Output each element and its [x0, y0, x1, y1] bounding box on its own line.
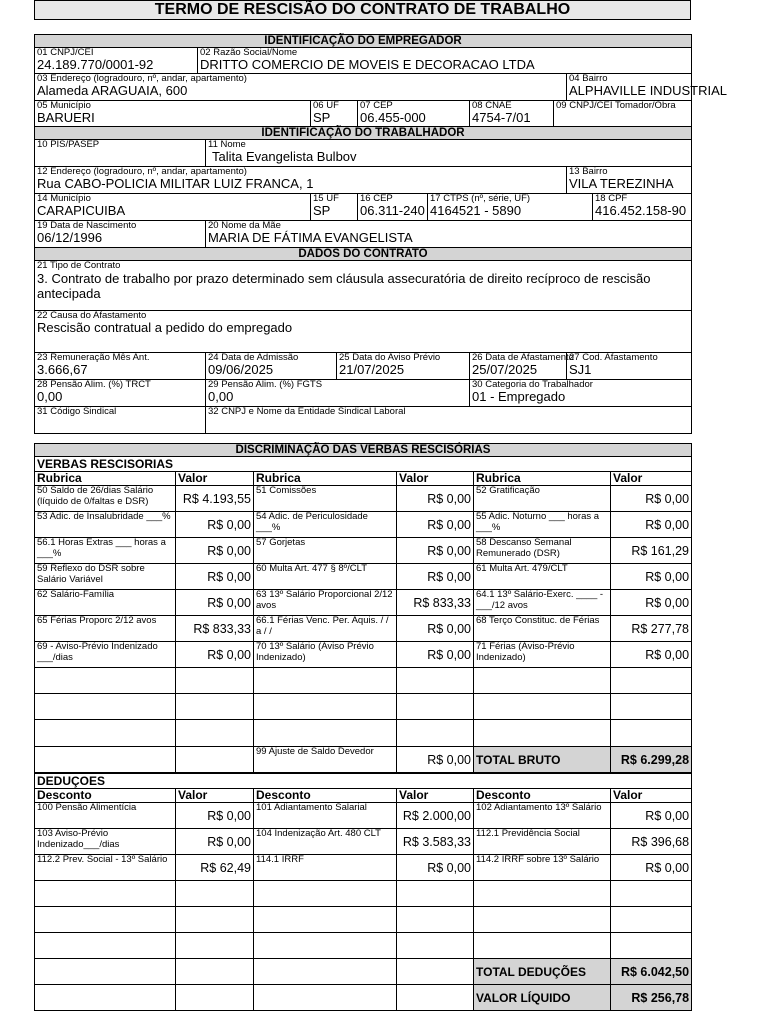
balance-adjust-value: R$ 0,00: [397, 747, 474, 773]
verbas-column-headers: Rubrica Valor Rubrica Valor Rubrica Valor: [35, 472, 692, 486]
worker-cpf-cell: 18 CPF 416.452.158-90: [593, 194, 692, 221]
rubrica-label: 54 Adic. de Periculosidade ___%: [254, 512, 397, 538]
worker-category: 01 - Empregado: [472, 389, 566, 404]
rubrica-value: R$ 0,00: [397, 855, 474, 881]
deducoes-table: [34, 773, 692, 1011]
table-row: [35, 564, 692, 590]
worker-name: Talita Evangelista Bulbov: [212, 149, 357, 164]
employer-name-cell: 02 Razão Social/Nome DRITTO COMERCIO DE MOVEIS E DECORACAO LTDA: [198, 48, 692, 74]
rubrica-label: 51 Comissões: [254, 486, 397, 512]
valor-liquido-label: VALOR LÍQUIDO: [474, 985, 611, 1011]
employer-cnae: 4754-7/01: [472, 110, 531, 125]
table-row: [35, 829, 692, 855]
verbas-heading: VERBAS RESCISORIAS: [35, 457, 692, 472]
table-row: [35, 855, 692, 881]
worker-address-cell: 12 Endereço (logradouro, nº, andar, apartamento) Rua CABO-POLICIA MILITAR LUIZ FRANCA, 1: [35, 167, 567, 194]
rubrica-value: R$ 0,00: [397, 616, 474, 642]
rubrica-value: R$ 0,00: [611, 564, 692, 590]
union-code-cell: 31 Código Sindical: [35, 407, 206, 434]
leave-date: 25/07/2025: [472, 362, 538, 377]
notice-date: 21/07/2025: [339, 362, 405, 377]
employer-uf: SP: [313, 110, 331, 125]
valor-liquido-value: R$ 256,78: [611, 985, 692, 1011]
rubrica-value: R$ 0,00: [176, 642, 254, 668]
employer-tomador-cell: 09 CNPJ/CEI Tomador/Obra: [554, 101, 692, 127]
employer-address-cell: 03 Endereço (logradouro, nº, andar, apartamento) Alameda ARAGUAIA, 600: [35, 74, 567, 101]
employer-district: ALPHAVILLE INDUSTRIAL: [569, 83, 727, 98]
rubrica-value: R$ 161,29: [611, 538, 692, 564]
worker-uf-cell: 15 UF SP: [311, 194, 358, 221]
worker-cep-cell: 16 CEP 06.311-240: [358, 194, 428, 221]
document-title: TERMO DE RESCISÃO DO CONTRATO DE TRABALHO: [154, 1, 571, 18]
employer-district-cell: 04 Bairro ALPHAVILLE INDUSTRIAL: [567, 74, 692, 101]
balance-adjust-label: 99 Ajuste de Saldo Devedor: [254, 747, 397, 773]
employer-cnae-cell: 08 CNAE 4754-7/01: [470, 101, 554, 127]
rubrica-value: R$ 3.583,33: [397, 829, 474, 855]
rubrica-value: R$ 0,00: [611, 855, 692, 881]
rubrica-value: R$ 833,33: [176, 616, 254, 642]
rubrica-label: 101 Adiantamento Salarial: [254, 803, 397, 829]
rubrica-label: 68 Terço Constituc. de Férias: [474, 616, 611, 642]
rubrica-value: R$ 4.193,55: [176, 486, 254, 512]
rubrica-label: 112.1 Previdência Social: [474, 829, 611, 855]
remuneration: 3.666,67: [37, 362, 88, 377]
worker-cep: 06.311-240: [360, 203, 425, 218]
rubrica-label: 66.1 Férias Venc. Per. Aquis. / / a / /: [254, 616, 397, 642]
table-row: [35, 803, 692, 829]
rubrica-value: R$ 0,00: [611, 642, 692, 668]
admission-date-cell: 24 Data de Admissão 09/06/2025: [206, 353, 337, 380]
worker-cpf: 416.452.158-90: [595, 203, 687, 218]
rubrica-value: R$ 0,00: [397, 538, 474, 564]
rubrica-value: R$ 0,00: [611, 803, 692, 829]
rubrica-label: 102 Adiantamento 13º Salário: [474, 803, 611, 829]
leave-date-cell: 26 Data de Afastamento 25/07/2025: [470, 353, 567, 380]
rubrica-value: R$ 0,00: [611, 590, 692, 616]
rubrica-value: R$ 277,78: [611, 616, 692, 642]
worker-name-cell: 11 Nome Talita Evangelista Bulbov: [206, 140, 692, 167]
document-title-box: [34, 0, 691, 20]
union-entity-cell: 32 CNPJ e Nome da Entidade Sindical Laboral: [206, 407, 692, 434]
deducoes-heading: DEDUÇOES: [35, 774, 692, 789]
rubrica-label: 100 Pensão Alimentícia: [35, 803, 176, 829]
employer-city: BARUERI: [37, 110, 95, 125]
worker-mother-cell: 20 Nome da Mãe MARIA DE FÁTIMA EVANGELISTA: [206, 221, 692, 248]
verbas-table: [34, 443, 692, 773]
rubrica-value: R$ 0,00: [611, 486, 692, 512]
worker-birthdate: 06/12/1996: [37, 230, 103, 245]
rubrica-value: R$ 0,00: [176, 829, 254, 855]
worker-category-cell: 30 Categoria do Trabalhador 01 - Empregado: [470, 380, 692, 407]
verbas-section-header: DISCRIMINAÇÃO DAS VERBAS RESCISÓRIAS: [35, 444, 692, 457]
contract-type: 3. Contrato de trabalho por prazo determinado sem cláusula assecuratória de direito recíproco de rescisão antecipada: [37, 271, 651, 301]
worker-uf: SP: [313, 203, 331, 218]
alimony-trct-cell: 28 Pensão Alim. (%) TRCT 0,00: [35, 380, 206, 407]
employer-city-cell: 05 Município BARUERI: [35, 101, 311, 127]
rubrica-label: 59 Reflexo do DSR sobre Salário Variável: [35, 564, 176, 590]
rubrica-value: R$ 0,00: [176, 590, 254, 616]
rubrica-label: 104 Indenização Art. 480 CLT: [254, 829, 397, 855]
notice-date-cell: 25 Data do Aviso Prévio 21/07/2025: [337, 353, 470, 380]
rubrica-label: 52 Gratificação: [474, 486, 611, 512]
employer-cep-cell: 07 CEP 06.455-000: [358, 101, 470, 127]
rubrica-value: R$ 396,68: [611, 829, 692, 855]
table-row: [35, 590, 692, 616]
worker-address: Rua CABO-POLICIA MILITAR LUIZ FRANCA, 1: [37, 176, 314, 191]
leave-code-cell: 27 Cod. Afastamento SJ1: [567, 353, 692, 380]
rubrica-label: 64.1 13º Salário-Exerc. ____ - ___/12 avos: [474, 590, 611, 616]
rubrica-value: R$ 0,00: [176, 803, 254, 829]
rubrica-label: 69 - Aviso-Prévio Indenizado ___/dias: [35, 642, 176, 668]
total-deducoes-label: TOTAL DEDUÇÕES: [474, 959, 611, 985]
rubrica-value: R$ 0,00: [397, 512, 474, 538]
worker-ctps-cell: 17 CTPS (nº, série, UF) 4164521 - 5890: [428, 194, 593, 221]
worker-birthdate-cell: 19 Data de Nascimento 06/12/1996: [35, 221, 206, 248]
worker-ctps: 4164521 - 5890: [430, 203, 522, 218]
worker-city-cell: 14 Município CARAPICUIBA: [35, 194, 311, 221]
rubrica-label: 114.2 IRRF sobre 13º Salário: [474, 855, 611, 881]
rubrica-label: 114.1 IRRF: [254, 855, 397, 881]
worker-district-cell: 13 Bairro VILA TEREZINHA: [567, 167, 692, 194]
employer-uf-cell: 06 UF SP: [311, 101, 358, 127]
rubrica-label: 60 Multa Art. 477 § 8º/CLT: [254, 564, 397, 590]
rubrica-label: 50 Saldo de 26/dias Salário (líquido de 0/faltas e DSR): [35, 486, 176, 512]
rubrica-value: R$ 62,49: [176, 855, 254, 881]
table-row: [35, 512, 692, 538]
contract-type-cell: 21 Tipo de Contrato 3. Contrato de trabalho por prazo determinado sem cláusula assecuratória de direito recíproco de rescisão antecipada: [35, 261, 692, 311]
rubrica-label: 63 13º Salário Proporcional 2/12 avos: [254, 590, 397, 616]
employer-cnpj: 24.189.770/0001-92: [37, 57, 154, 72]
rubrica-value: R$ 0,00: [397, 642, 474, 668]
termination-cause-cell: 22 Causa do Afastamento Rescisão contratual a pedido do empregado: [35, 311, 692, 353]
rubrica-label: 55 Adic. Noturno ___ horas a ___%: [474, 512, 611, 538]
rubrica-label: 57 Gorjetas: [254, 538, 397, 564]
employer-cep: 06.455-000: [360, 110, 426, 125]
rubrica-value: R$ 0,00: [176, 538, 254, 564]
termination-cause: Rescisão contratual a pedido do empregado: [37, 320, 293, 335]
worker-section-header: IDENTIFICAÇÃO DO TRABALHADOR: [35, 127, 692, 140]
rubrica-value: R$ 0,00: [611, 512, 692, 538]
deducoes-column-headers: Desconto Valor Desconto Valor Desconto Valor: [35, 789, 692, 803]
total-deducoes-value: R$ 6.042,50: [611, 959, 692, 985]
rubrica-value: R$ 2.000,00: [397, 803, 474, 829]
employer-name: DRITTO COMERCIO DE MOVEIS E DECORACAO LTDA: [200, 57, 535, 72]
table-row: [35, 616, 692, 642]
leave-code: SJ1: [569, 362, 592, 377]
rubrica-value: R$ 833,33: [397, 590, 474, 616]
total-bruto-value: R$ 6.299,28: [611, 747, 692, 773]
rubrica-value: R$ 0,00: [397, 564, 474, 590]
identification-table: [34, 34, 727, 434]
rubrica-label: 56.1 Horas Extras ___ horas a ___%: [35, 538, 176, 564]
rubrica-label: 112.2 Prev. Social - 13º Salário: [35, 855, 176, 881]
rubrica-label: 53 Adic. de Insalubridade ___%: [35, 512, 176, 538]
admission-date: 09/06/2025: [208, 362, 274, 377]
worker-mother-name: MARIA DE FÁTIMA EVANGELISTA: [208, 230, 413, 245]
rubrica-value: R$ 0,00: [397, 486, 474, 512]
rubrica-label: 71 Férias (Aviso-Prévio Indenizado): [474, 642, 611, 668]
rubrica-label: 58 Descanso Semanal Remunerado (DSR): [474, 538, 611, 564]
employer-section-header: IDENTIFICAÇÃO DO EMPREGADOR: [35, 35, 692, 48]
table-row: [35, 486, 692, 512]
remuneration-cell: 23 Remuneração Mês Ant. 3.666,67: [35, 353, 206, 380]
table-row: [35, 642, 692, 668]
worker-district: VILA TEREZINHA: [569, 176, 674, 191]
total-bruto-label: TOTAL BRUTO: [474, 747, 611, 773]
rubrica-label: 70 13º Salário (Aviso Prévio Indenizado): [254, 642, 397, 668]
rubrica-value: R$ 0,00: [176, 564, 254, 590]
rubrica-label: 103 Aviso-Prévio Indenizado___/dias: [35, 829, 176, 855]
worker-city: CARAPICUIBA: [37, 203, 126, 218]
contract-section-header: DADOS DO CONTRATO: [35, 248, 692, 261]
employer-cnpj-cell: 01 CNPJ/CEI 24.189.770/0001-92: [35, 48, 198, 74]
rubrica-value: R$ 0,00: [176, 512, 254, 538]
table-row: [35, 538, 692, 564]
worker-pis-cell: 10 PIS/PASEP: [35, 140, 206, 167]
rubrica-label: 65 Férias Proporc 2/12 avos: [35, 616, 176, 642]
rubrica-label: 62 Salário-Família: [35, 590, 176, 616]
alimony-fgts-cell: 29 Pensão Alim. (%) FGTS 0,00: [206, 380, 470, 407]
rubrica-label: 61 Multa Art. 479/CLT: [474, 564, 611, 590]
employer-address: Alameda ARAGUAIA, 600: [37, 83, 188, 98]
